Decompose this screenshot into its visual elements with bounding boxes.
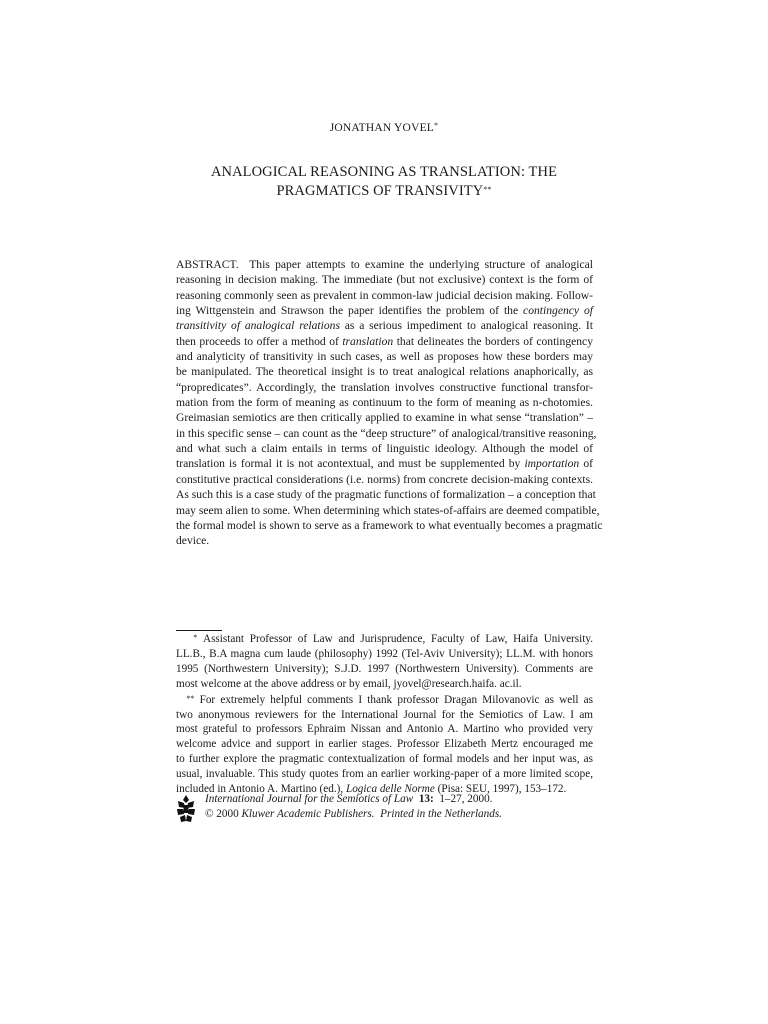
title-line-1: ANALOGICAL REASONING AS TRANSLATION: THE [210,164,558,180]
abstract-line: in this specific sense – can count as the “deep structure” of analogical/transitive reasoning, [176,426,597,440]
footnote-mark: ** [186,693,195,703]
footnotes [176,631,593,797]
footnote-line: welcome advice and support in earlier stages. Professor Elizabeth Mertz encouraged me [176,738,593,751]
footnote-line [176,692,593,708]
abstract-emphasis: transitivity of analogical relations [176,319,340,333]
abstract-line [176,318,593,333]
abstract [176,257,603,549]
abstract-line: may seem alien to some. When determining which states-of-affairs are deemed compatible, [176,503,600,517]
journal-printed: Printed in the Netherlands. [380,807,502,820]
journal-copyright: © 2000 [205,807,239,820]
abstract-line: device. [176,534,210,548]
paper-title [160,164,608,200]
journal-pages: 1–27, 2000. [439,793,493,805]
abstract-text: ing Wittgenstein and Strawson the paper identifies the problem of the [176,304,519,318]
footnote-line: 1995 (Northwestern University); S.J.D. 1997 (Northwestern University). Comments are [176,662,593,675]
footnote-line: LL.B., B.A magna cum laude (philosophy) 1992 (Tel-Aviv University); LL.M. with honors [176,647,593,660]
abstract-line: “propredicates”. Accordingly, the translation involves constructive functional transfor- [176,380,593,394]
title-line-2 [160,181,608,200]
footnote-line: two anonymous reviewers for the International Journal for the Semiotics of Law. I am [176,708,593,721]
journal-line-1 [205,792,502,807]
abstract-line: the formal model is shown to serve as a framework to what eventually becomes a pragmatic [176,518,603,532]
author-footnote-mark: * [434,121,439,130]
abstract-text: of [583,457,594,471]
abstract-text: This paper attempts to examine the underlying structure of analogical [249,258,594,271]
journal-name: International Journal for the Semiotics of Law [205,793,414,805]
footnote-text: included in Antonio A. Martino (ed.), [176,783,344,796]
footnote-text: (Pisa: SEU, 1997), 153–172. [437,783,567,796]
abstract-line: and what such a claim entails in terms of linguistic ideology. Although the model of [176,442,593,456]
title-line-2-text: PRAGMATICS OF TRANSIVITY [276,183,484,199]
journal-line-2 [205,807,502,822]
footnote-text: Assistant Professor of Law and Jurisprudence, Faculty of Law, Haifa University. [203,633,593,645]
abstract-label: ABSTRACT. [176,258,239,271]
journal-citation [205,792,502,821]
journal-publisher: Kluwer Academic Publishers. [241,807,375,820]
journal-imprint [176,792,593,828]
abstract-line: Greimasian semiotics are then critically applied to examine in what sense “translation” – [176,411,593,425]
abstract-line: reasoning commonly seen as prevalent in common-law judicial decision making. Follow- [176,288,593,302]
footnote-line: most welcome at the above address or by email, jyovel@research.haifa. ac.il. [176,677,522,690]
kluwer-logo-icon [176,794,196,824]
abstract-emphasis: translation [342,334,394,348]
journal-volume: 13: [418,793,434,805]
abstract-line: As such this is a case study of the pragmatic functions of formalization – a conception that [176,488,596,502]
abstract-line: mation from the form of meaning as continuum to the form of meaning as n-chotomies. [176,396,593,410]
footnote-line [176,631,593,647]
title-footnote-mark: ** [483,185,492,194]
footnote-emphasis: Logica delle Norme [345,783,435,796]
abstract-emphasis: importation [524,457,580,471]
footnote-text: For extremely helpful comments I thank professor Dragan Milovanovic as well as [199,693,593,706]
abstract-line: be manipulated. The theoretical insight is to treat analogical relations anaphorically, as [176,365,593,379]
abstract-line: reasoning in decision making. The immediate (but not exclusive) context is the form of [176,273,593,287]
footnote-line: usual, invaluable. This study quotes from an earlier working-paper of a more limited scope, [176,768,593,781]
abstract-line [176,334,593,349]
abstract-text: that delineates the borders of contingency [396,334,594,348]
author-line [0,121,768,134]
abstract-line: and analyticity of transitivity in such cases, as well as proposes how these borders may [176,350,593,364]
abstract-line [176,456,593,471]
abstract-emphasis: contingency of [523,304,593,318]
footnote-mark: * [193,633,198,642]
abstract-line: constitutive practical considerations (i.e. norms) from concrete decision-making contexts. [176,472,593,486]
abstract-text: as a serious impediment to analogical reasoning. It [344,319,593,333]
abstract-line [176,257,593,272]
abstract-line [176,303,593,318]
footnote-line: to further explore the pragmatic contextualization of formal models and her input was, as [176,753,593,766]
author-name: JONATHAN YOVEL [329,122,435,134]
abstract-text: translation is formal it is not acontextual, and must be supplemented by [176,457,521,471]
abstract-text: then proceeds to offer a method of [176,334,339,348]
footnote-line: most grateful to professors Ephraim Nissan and Antonio A. Martino who provided very [176,723,593,736]
